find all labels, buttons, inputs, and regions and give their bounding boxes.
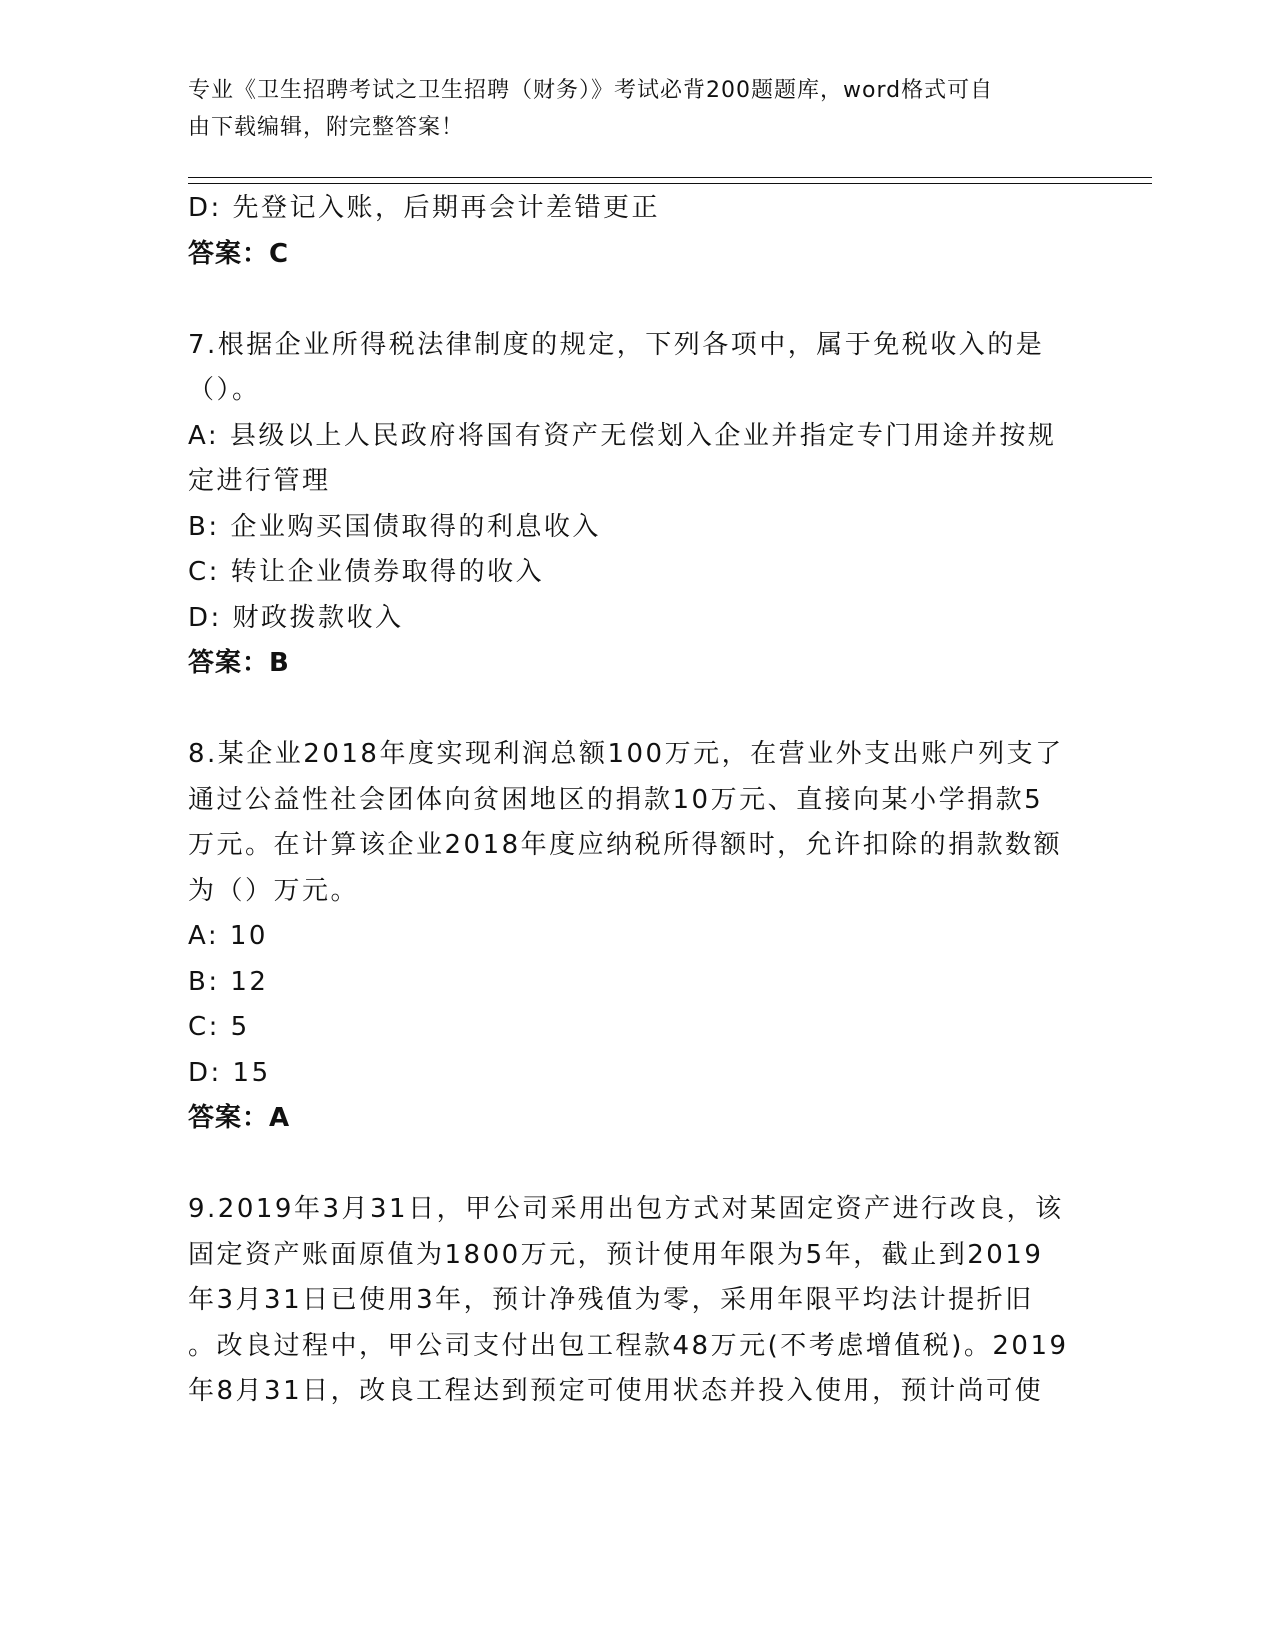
q7-option-a-line-2: 定进行管理	[188, 466, 331, 496]
q8-option-a: A: 10	[188, 921, 268, 951]
q8-option-d: D: 15	[188, 1057, 271, 1088]
q6-option-d: D: 先登记入账，后期再会计差错更正	[188, 193, 661, 223]
q7-stem-line-1: 7.根据企业所得税法律制度的规定，下列各项中，属于免税收入的是	[188, 329, 1045, 360]
q7-option-a-line-1: A: 县级以上人民政府将国有资产无偿划入企业并指定专门用途并按规	[188, 420, 1057, 451]
q8-stem-line-4: 为（）万元。	[188, 875, 360, 906]
document-header	[188, 72, 1068, 146]
q9-stem-line-2: 固定资产账面原值为1800万元，预计使用年限为5年，截止到2019	[188, 1239, 1044, 1270]
q7-answer: 答案：B	[188, 648, 290, 678]
q9-stem-line-3: 年3月31日已使用3年，预计净残值为零，采用年限平均法计提折旧	[188, 1285, 1034, 1315]
header-line-1: 专业《卫生招聘考试之卫生招聘（财务）》考试必背200题题库，word格式可自	[188, 78, 994, 103]
q8-option-b: B: 12	[188, 966, 269, 997]
q9-stem-line-4: 。改良过程中，甲公司支付出包工程款48万元(不考虑增值税)。2019	[188, 1330, 1069, 1361]
question-8	[188, 732, 1088, 1142]
q7-option-b: B: 企业购买国债取得的利息收入	[188, 511, 601, 542]
spacer	[188, 1142, 1088, 1188]
q6-answer: 答案：C	[188, 238, 290, 269]
q8-stem-line-2: 通过公益性社会团体向贫困地区的捐款10万元、直接向某小学捐款5	[188, 784, 1044, 815]
q7-option-d: D: 财政拨款收入	[188, 602, 404, 633]
spacer	[188, 277, 1088, 323]
q8-stem-line-1: 8.某企业2018年度实现利润总额100万元，在营业外支出账户列支了	[188, 739, 1064, 769]
q7-option-c: C: 转让企业债券取得的收入	[188, 557, 545, 587]
q8-stem-line-3: 万元。在计算该企业2018年度应纳税所得额时，允许扣除的捐款数额	[188, 830, 1063, 860]
q9-stem-line-1: 9.2019年3月31日，甲公司采用出包方式对某固定资产进行改良，该	[188, 1194, 1064, 1224]
q8-answer: 答案：A	[188, 1103, 291, 1133]
header-divider-top	[188, 177, 1152, 178]
spacer	[188, 687, 1088, 733]
question-6-tail	[188, 186, 1088, 277]
q9-stem-line-5: 年8月31日，改良工程达到预定可使用状态并投入使用，预计尚可使	[188, 1376, 1044, 1406]
question-7	[188, 323, 1088, 687]
q7-stem-line-2: （）。	[188, 375, 261, 405]
document-body	[188, 186, 1088, 1415]
header-line-2: 由下载编辑，附完整答案！	[188, 115, 465, 140]
header-divider-bottom	[188, 183, 1152, 184]
q8-option-c: C: 5	[188, 1012, 250, 1042]
question-9	[188, 1187, 1088, 1415]
